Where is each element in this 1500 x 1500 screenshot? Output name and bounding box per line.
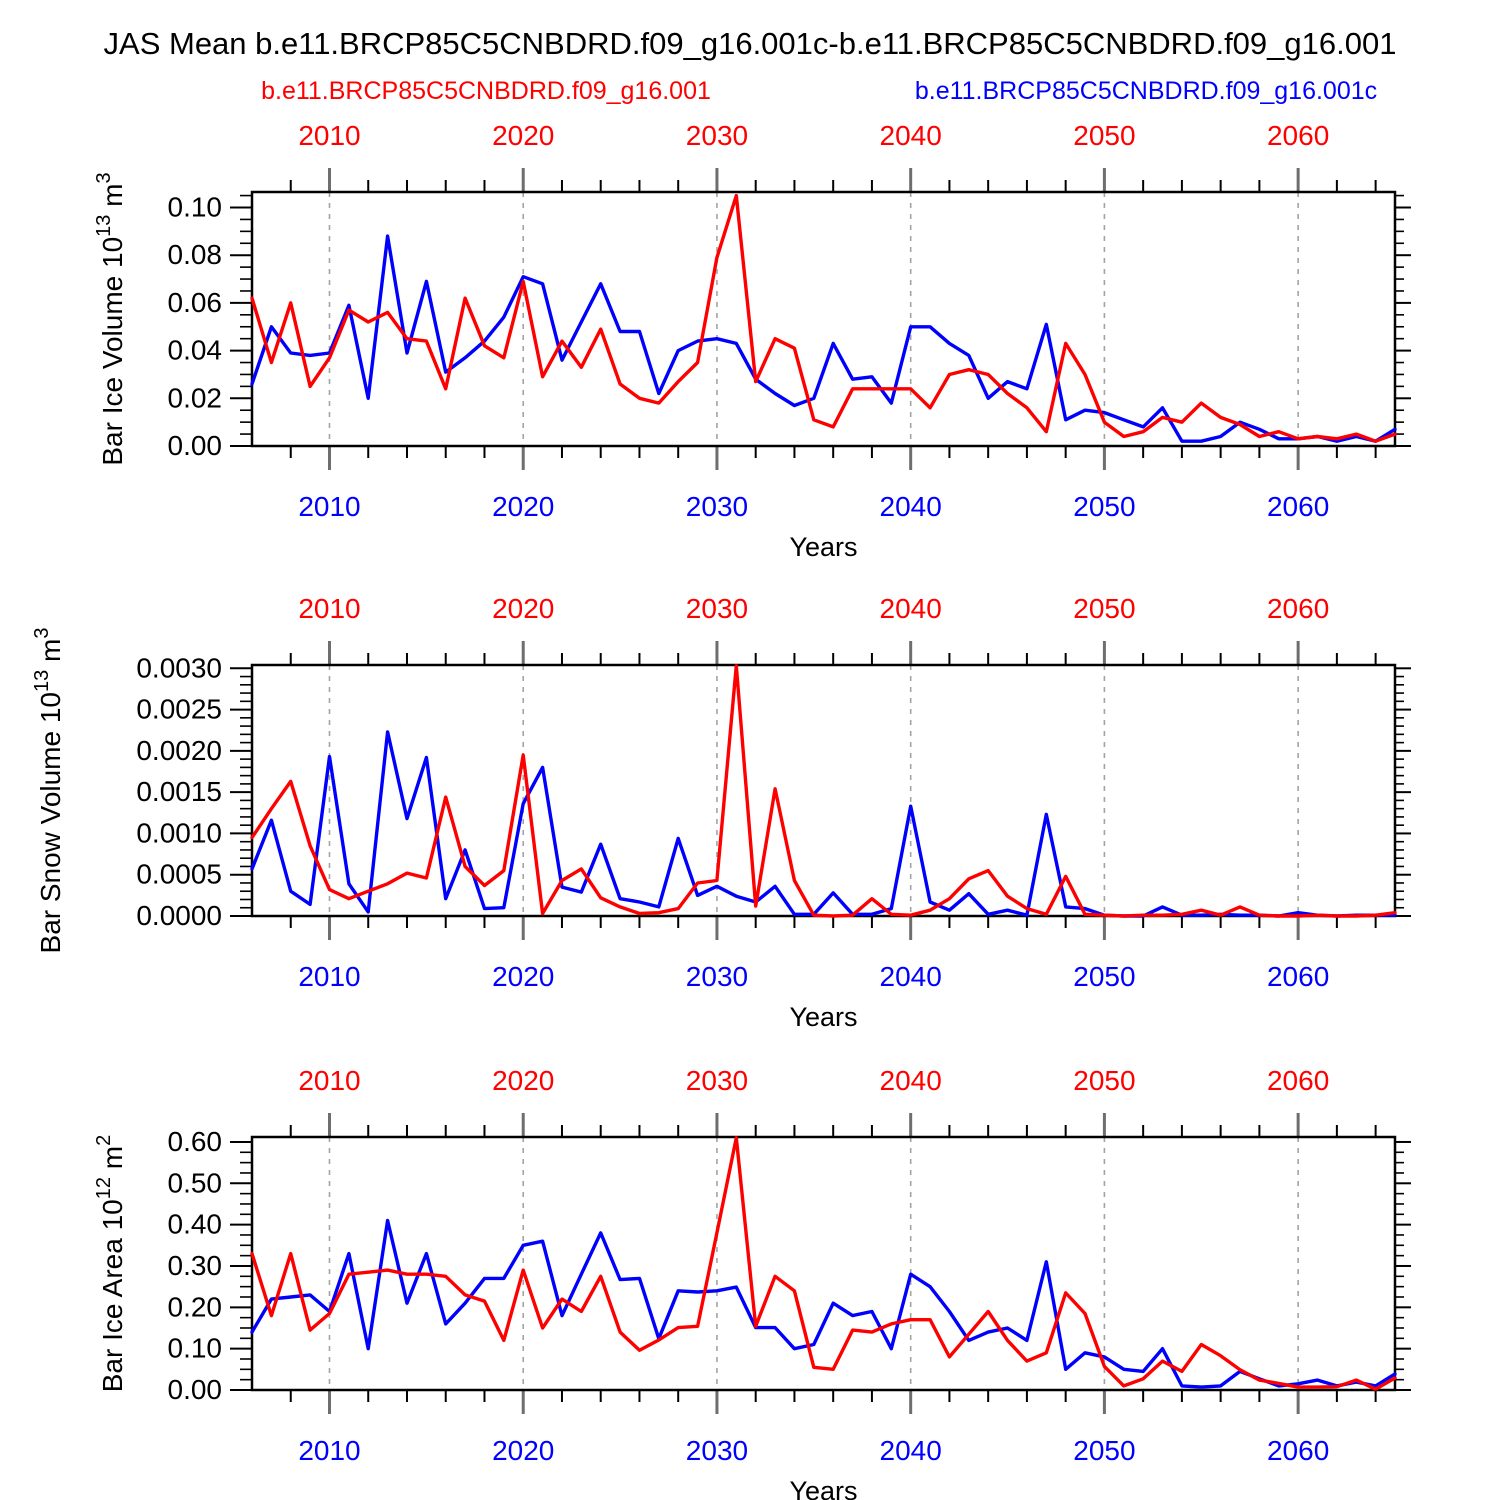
- y-tick-label: 0.20: [167, 1291, 222, 1323]
- legend-red-label: b.e11.BRCP85C5CNBDRD.f09_g16.001: [261, 77, 711, 105]
- top-axis-year-label: 2020: [492, 593, 555, 624]
- y-axis-title: Bar Snow Volume $10^{13}$ $m^3$: [31, 627, 66, 954]
- y-tick-label: 0.10: [167, 191, 222, 223]
- y-axis-title: Bar Ice Area $10^{12}$ $m^2$: [93, 1134, 128, 1393]
- y-tick-label: 0.0005: [136, 858, 222, 890]
- top-axis-year-label: 2060: [1266, 1065, 1330, 1096]
- top-axis-year-label: 2030: [685, 1065, 749, 1096]
- bottom-axis-year-label: 2020: [492, 1435, 555, 1466]
- y-tick-label: 0.50: [167, 1167, 222, 1199]
- x-axis-title: Years: [789, 532, 858, 562]
- top-axis-year-label: 2030: [685, 120, 749, 151]
- bottom-axis-year-label: 2020: [492, 491, 555, 522]
- top-axis-year-label: 2030: [685, 593, 749, 624]
- panel-bar-snow-volume: [31, 593, 1411, 1032]
- bottom-axis-year-label: 2040: [879, 491, 942, 522]
- y-tick-label: 0.00: [167, 430, 222, 461]
- top-axis-year-label: 2050: [1073, 120, 1136, 151]
- top-axis-year-label: 2010: [298, 1065, 361, 1096]
- y-tick-label: 0.40: [167, 1208, 222, 1240]
- y-tick-label: 0.0020: [136, 734, 222, 766]
- y-tick-label: 0.0010: [136, 817, 222, 849]
- y-tick-label: 0.02: [167, 382, 222, 414]
- legend-blue-label: b.e11.BRCP85C5CNBDRD.f09_g16.001c: [914, 77, 1378, 105]
- x-axis-title: Years: [789, 1476, 858, 1500]
- y-tick-label: 0.0025: [136, 693, 222, 725]
- top-axis-year-label: 2060: [1266, 120, 1330, 151]
- bottom-axis-year-label: 2040: [879, 1435, 942, 1466]
- y-tick-label: 0.30: [167, 1249, 222, 1281]
- bottom-axis-year-label: 2040: [879, 961, 942, 992]
- panel-bar-ice-area: [93, 1065, 1411, 1500]
- bottom-axis-year-label: 2050: [1073, 961, 1136, 992]
- y-tick-label: 0.00: [167, 1374, 222, 1405]
- bottom-axis-year-label: 2010: [298, 1435, 361, 1466]
- blue-series-bar-ice-volume: [252, 236, 1395, 441]
- top-axis-year-label: 2020: [492, 1065, 555, 1096]
- y-tick-label: 0.0015: [136, 776, 222, 808]
- blue-series-bar-ice-area: [252, 1221, 1395, 1388]
- top-axis-year-label: 2050: [1073, 593, 1136, 624]
- x-axis-title: Years: [789, 1002, 858, 1032]
- bottom-axis-year-label: 2010: [298, 961, 361, 992]
- bottom-axis-year-label: 2050: [1073, 491, 1136, 522]
- y-tick-label: 0.0030: [136, 652, 222, 684]
- bottom-axis-year-label: 2010: [298, 491, 361, 522]
- bottom-axis-year-label: 2060: [1266, 961, 1330, 992]
- top-axis-year-label: 2010: [298, 120, 361, 151]
- chart-title: JAS Mean b.e11.BRCP85C5CNBDRD.f09_g16.001c-b.e11.BRCP85C5CNBDRD.f09_g16.001: [103, 26, 1397, 61]
- blue-series-bar-snow-volume: [252, 732, 1395, 916]
- top-axis-year-label: 2040: [879, 120, 942, 151]
- top-axis-year-label: 2050: [1073, 1065, 1136, 1096]
- bottom-axis-year-label: 2060: [1266, 491, 1330, 522]
- y-tick-label: 0.08: [167, 239, 222, 271]
- y-axis-title: Bar Ice Volume $10^{13}$ $m^3$: [93, 172, 128, 466]
- red-series-bar-snow-volume: [252, 666, 1395, 916]
- bottom-axis-year-label: 2030: [685, 961, 749, 992]
- top-axis-year-label: 2040: [879, 593, 942, 624]
- top-axis-year-label: 2040: [879, 1065, 942, 1096]
- red-series-bar-ice-volume: [252, 196, 1395, 442]
- y-tick-label: 0.10: [167, 1332, 222, 1364]
- top-axis-year-label: 2010: [298, 593, 361, 624]
- panel-bar-ice-volume: [93, 120, 1411, 562]
- y-tick-label: 0.60: [167, 1125, 222, 1157]
- top-axis-year-label: 2060: [1266, 593, 1330, 624]
- y-tick-label: 0.0000: [136, 900, 222, 931]
- bottom-axis-year-label: 2030: [685, 491, 749, 522]
- bottom-axis-year-label: 2050: [1073, 1435, 1136, 1466]
- bottom-axis-year-label: 2060: [1266, 1435, 1330, 1466]
- top-axis-year-label: 2020: [492, 120, 555, 151]
- bottom-axis-year-label: 2030: [685, 1435, 749, 1466]
- y-tick-label: 0.04: [167, 334, 222, 366]
- y-tick-label: 0.06: [167, 286, 222, 318]
- plot-box: [252, 192, 1395, 446]
- bottom-axis-year-label: 2020: [492, 961, 555, 992]
